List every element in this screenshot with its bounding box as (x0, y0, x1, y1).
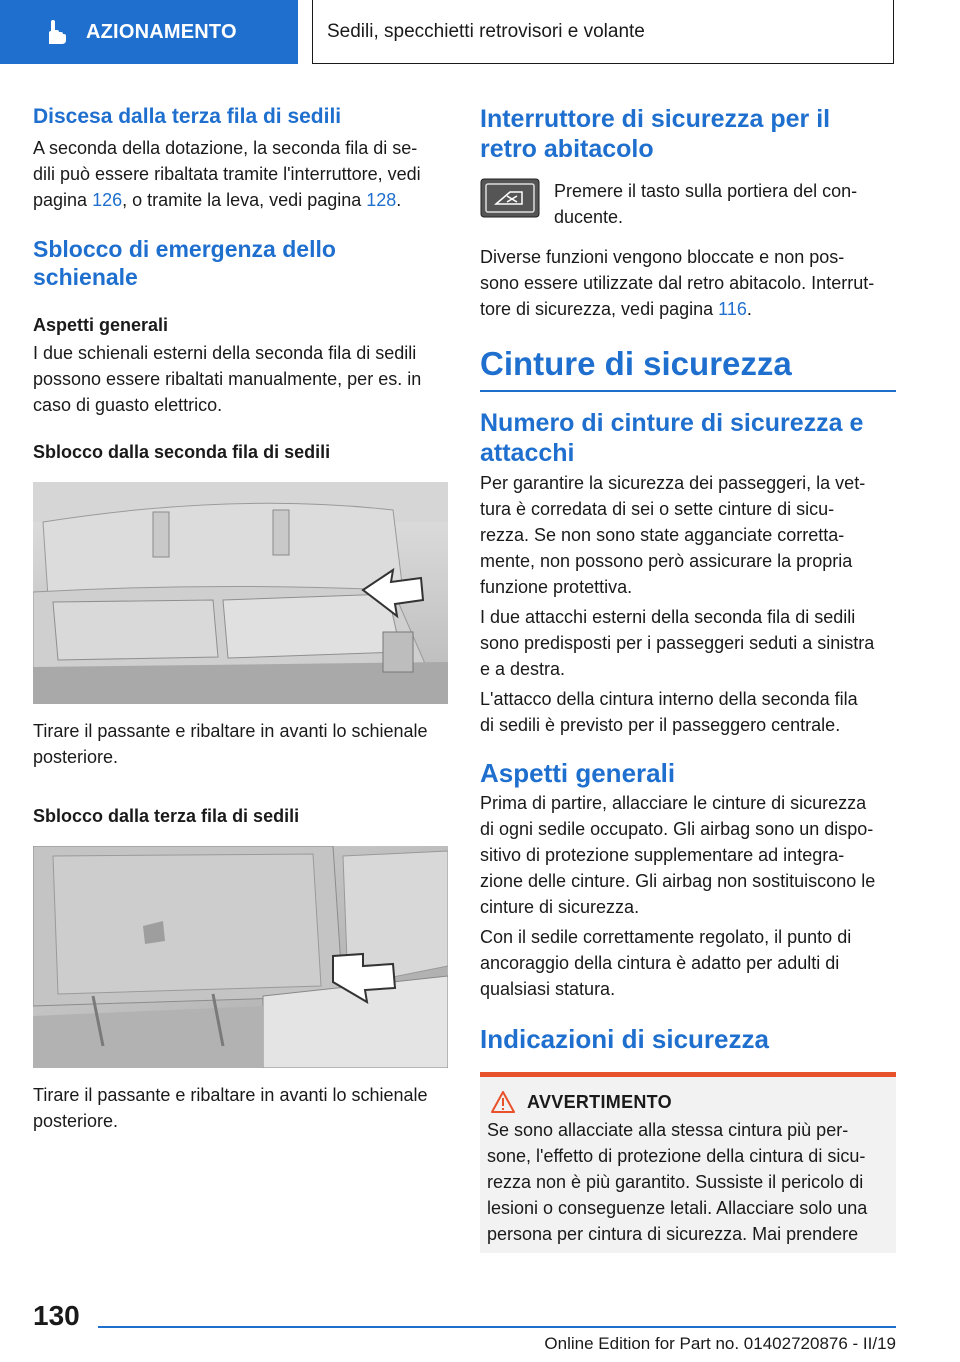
paragraph-third-row (33, 135, 448, 213)
text-line: rezza non è più garantito. Sussiste il pericolo di (487, 1172, 864, 1192)
text-line: rezza. Se non sono state agganciate corretta- (480, 525, 845, 545)
text-line: I due schienali esterni della seconda fila di sedili (33, 343, 417, 363)
caption-third-row (33, 1082, 448, 1134)
heading-line: Sblocco di emergenza dello (33, 236, 336, 262)
warning-title: AVVERTIMENTO (527, 1091, 672, 1112)
heading-second-row-release: Sblocco dalla seconda fila di sedili (33, 442, 331, 462)
text-line: Se sono allacciate alla stessa cintura più per- (487, 1120, 849, 1140)
text-line: tura è corredata di sei o sette cinture di sicu- (480, 499, 835, 519)
page-link-126[interactable]: 126 (92, 190, 123, 210)
paragraph-general (33, 340, 448, 418)
warning-header (487, 1091, 888, 1113)
image-second-row-seats (33, 482, 448, 704)
image-third-row-seats (33, 846, 448, 1068)
text-line: lesioni o conseguenze letali. Allacciare solo una (487, 1198, 868, 1218)
heading-line: Interruttore di sicurezza per il (480, 105, 831, 133)
text-line: e a destra. (480, 659, 566, 679)
paragraph-press (554, 178, 857, 230)
text-line: ancoraggio della cintura è adatto per adulti di (480, 953, 840, 973)
heading-seat-belts: Cinture di sicurezza (480, 345, 792, 382)
text-line: . (396, 190, 402, 210)
text-line: pagina (33, 190, 93, 210)
text-line: , o tramite la leva, vedi pagina (122, 190, 367, 210)
heading-safety-notes: Indicazioni di sicurezza (480, 1024, 769, 1054)
text-line: Con il sedile correttamente regolato, il punto di (480, 927, 852, 947)
paragraph-before-driving (480, 790, 896, 920)
paragraph-functions (480, 244, 896, 322)
text-line: zione delle cinture. Gli airbag non sostituiscono le (480, 871, 876, 891)
heading-line: retro abitacolo (480, 135, 654, 163)
text-line: di sedili è previsto per il passeggero centrale. (480, 715, 841, 735)
text-line: I due attacchi esterni della seconda fila di sedili (480, 607, 856, 627)
warning-text (487, 1117, 888, 1247)
seat-illustration-2 (33, 846, 448, 1068)
paragraph-center-attachment (480, 686, 896, 738)
right-column (480, 98, 896, 1253)
text-line: di ogni sedile occupato. Gli airbag sono un dispo- (480, 819, 874, 839)
text-line: sono essere utilizzate dal retro abitacolo. Interrut- (480, 273, 875, 293)
text-line: Tirare il passante e ribaltare in avanti lo schienale (33, 1085, 428, 1105)
hand-pointer-icon (40, 17, 70, 47)
heading-emergency-release (33, 235, 448, 291)
text-line: possono essere ribaltati manualmente, per es. in (33, 369, 422, 389)
heading-general-belts: Aspetti generali (480, 758, 676, 788)
footer-edition: Online Edition for Part no. 01402720876 - II/19 (544, 1334, 896, 1353)
heading-line: Numero di cinture di sicurezza e (480, 409, 864, 437)
text-line: Prima di partire, allacciare le cinture di sicurezza (480, 793, 867, 813)
text-line: qualsiasi statura. (480, 979, 616, 999)
paragraph-belt-count (480, 470, 896, 600)
heading-third-row: Discesa dalla terza fila di sedili (33, 105, 342, 128)
text-line: Tirare il passante e ribaltare in avanti lo schienale (33, 721, 428, 741)
text-line: . (746, 299, 752, 319)
text-line: dili può essere ribaltata tramite l'interruttore, vedi (33, 164, 421, 184)
caption-second-row (33, 718, 448, 770)
section-title: Sedili, specchietti retrovisori e volante (327, 20, 645, 42)
text-line: Per garantire la sicurezza dei passeggeri, la vet- (480, 473, 866, 493)
heading-line: attacchi (480, 439, 575, 467)
page-link-128[interactable]: 128 (366, 190, 397, 210)
text-line: Diverse funzioni vengono bloccate e non pos- (480, 247, 845, 267)
warning-triangle-icon (491, 1091, 515, 1113)
text-line: caso di guasto elettrico. (33, 395, 223, 415)
footer-rule (98, 1326, 896, 1328)
heading-safety-switch (480, 104, 896, 164)
left-column (33, 98, 448, 1134)
text-line: tore di sicurezza, vedi pagina (480, 299, 719, 319)
text-line: sitivo di protezione supplementare ad integra- (480, 845, 845, 865)
paragraph-outer-attachments (480, 604, 896, 682)
text-line: sone, l'effetto di protezione della cintura di sicu- (487, 1146, 866, 1166)
text-line: A seconda della dotazione, la seconda fila di se- (33, 138, 418, 158)
seat-illustration-1 (33, 482, 448, 704)
page-number: 130 (33, 1300, 80, 1331)
heading-third-row-release: Sblocco dalla terza fila di sedili (33, 806, 300, 826)
window-lock-switch-icon (480, 178, 540, 218)
text-line: mente, non possono però assicurare la propria (480, 551, 853, 571)
warning-box (480, 1072, 896, 1253)
page-link-116[interactable]: 116 (718, 299, 747, 319)
heading-rule (480, 390, 896, 392)
switch-instruction (480, 178, 896, 230)
text-line: sono predisposti per i passeggeri seduti a sinistra (480, 633, 875, 653)
section-header (312, 0, 894, 64)
heading-general: Aspetti generali (33, 315, 169, 335)
chapter-tab (0, 0, 298, 64)
text-line: posteriore. (33, 747, 119, 767)
text-line: funzione protettiva. (480, 577, 633, 597)
heading-line: schienale (33, 264, 138, 290)
text-line: L'attacco della cintura interno della seconda fila (480, 689, 858, 709)
heading-belt-count (480, 408, 896, 468)
paragraph-seat-adjusted (480, 924, 896, 1002)
text-line: Premere il tasto sulla portiera del con- (554, 181, 858, 201)
text-line: persona per cintura di sicurezza. Mai prendere (487, 1224, 859, 1244)
text-line: posteriore. (33, 1111, 119, 1131)
text-line: ducente. (554, 207, 624, 227)
text-line: cinture di sicurezza. (480, 897, 640, 917)
chapter-label: AZIONAMENTO (86, 20, 237, 43)
